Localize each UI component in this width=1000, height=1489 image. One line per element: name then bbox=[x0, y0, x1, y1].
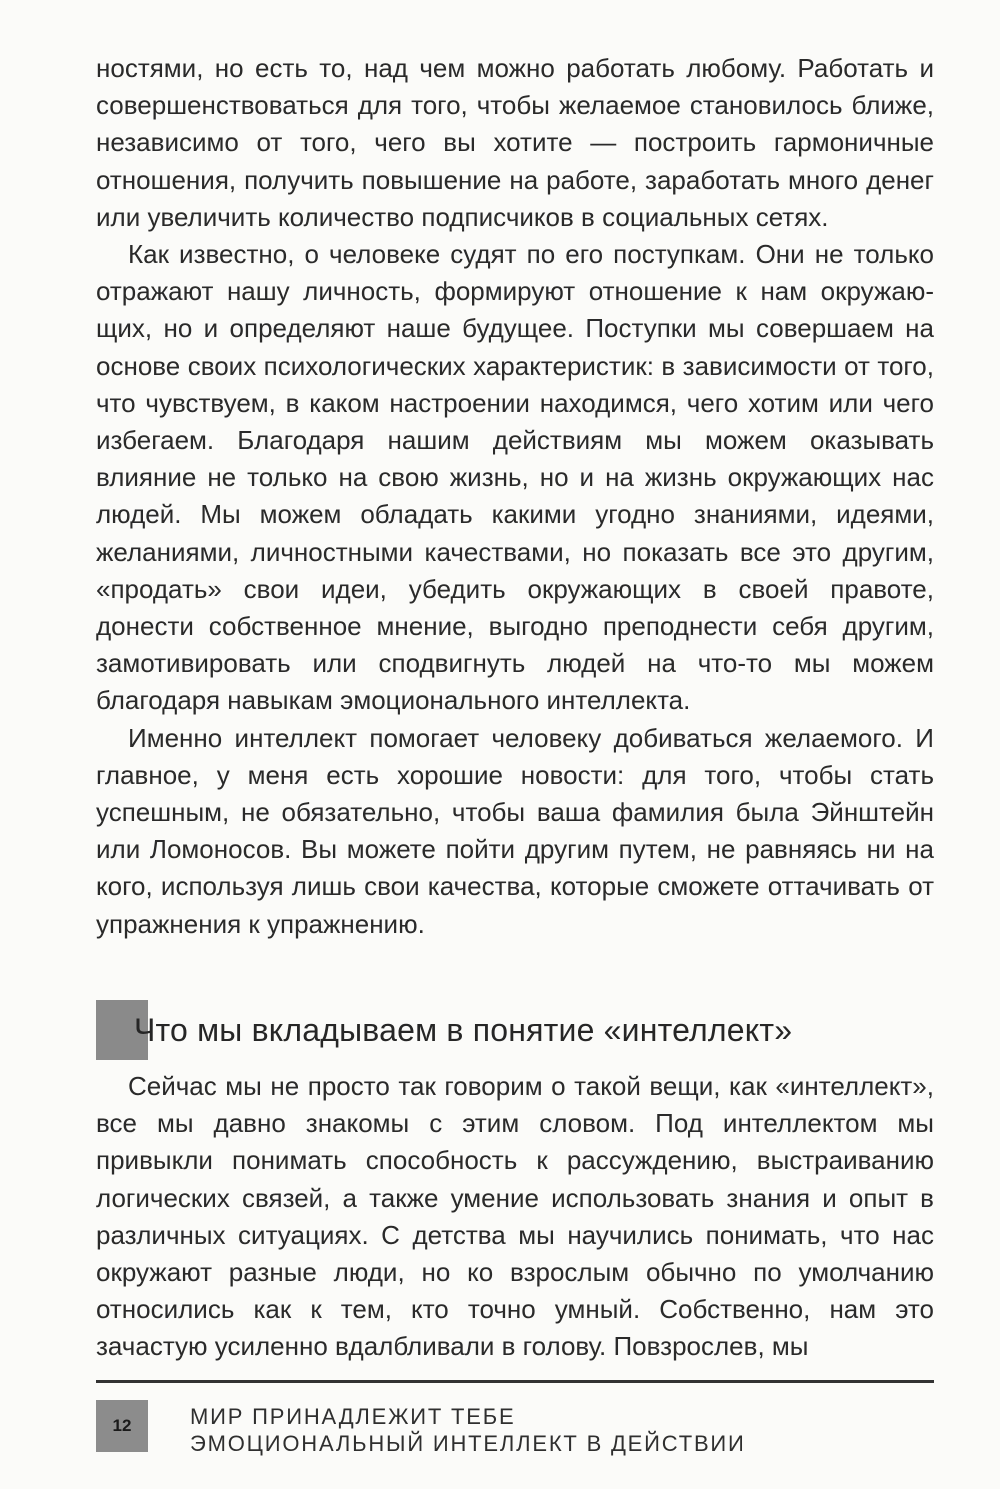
paragraph-intellect-helps: Именно интеллект помогает человеку добиваться желаемого. И главное, у меня есть хорошие новости: для того, чтобы стать успешным, не обязательно, чтобы ваша фамилия была Эйнштейн или Ломоносов. Вы можете пойти другим путем, не равняясь ни на кого, используя лишь свои качества, которые сможете оттачивать от упражнения к упражнению. bbox=[96, 722, 934, 939]
page-number: 12 bbox=[96, 1400, 148, 1452]
paragraph-intellect-definition: Сейчас мы не просто так говорим о такой вещи, как «интеллект», все мы давно знакомы с этим словом. Под интеллектом мы привыкли понимать способность к рассуждению, выстраиванию логических связей, а также умение использовать знания и опыт в различных ситуациях. С детства мы научились понимать, что нас окружают разные люди, но ко взрослым обычно по умолчанию относились как к тем, кто точно умный. Собственно, нам это зачастую усиленно вдалбливали в голову. Повзрослев, мы bbox=[96, 1071, 934, 1362]
section-heading bbox=[96, 1000, 792, 1060]
section-text-block bbox=[96, 1068, 934, 1366]
paragraph-continuation: ностями, но есть то, над чем можно работать любому. Работать и совершенствоваться для того, чтобы желаемое становилось ближе, независимо от того, чего вы хотите — построить гармоничные отношения, получить повышение на работе, заработать много денег или увеличить количество подписчиков в социальных сетях. bbox=[96, 53, 934, 232]
main-text-block bbox=[96, 50, 934, 943]
section-heading-text: Что мы вкладываем в понятие «интеллект» bbox=[134, 1011, 793, 1048]
book-subtitle: ЭМОЦИОНАЛЬНЫЙ ИНТЕЛЛЕКТ В ДЕЙСТВИИ bbox=[190, 1431, 746, 1456]
footer-divider bbox=[96, 1380, 934, 1383]
paragraph-actions: Как известно, о человеке судят по его поступкам. Они не только отражают нашу личность, формируют отношение к нам окружающих, но и определяют наше будущее. Поступки мы совершаем на основе своих психологических характеристик: в зависимости от того, что чувствуем, в каком настроении находимся, чего хотим или чего избегаем. Благодаря нашим действиям мы можем оказывать влияние не только на свою жизнь, но и на жизнь окружающих нас людей. Мы можем обладать какими угодно знаниями, идеями, желаниями, личностными качествами, но показать все это другим, «продать» свои идеи, убедить окружающих в своей правоте, донести собственное мнение, выгодно преподнести себя другим, замотивировать или сподвигнуть людей на что-то мы можем благодаря навыкам эмоционального интеллекта. bbox=[96, 239, 934, 716]
book-title: МИР ПРИНАДЛЕЖИТ ТЕБЕ bbox=[190, 1404, 516, 1429]
running-footer bbox=[190, 1403, 746, 1457]
